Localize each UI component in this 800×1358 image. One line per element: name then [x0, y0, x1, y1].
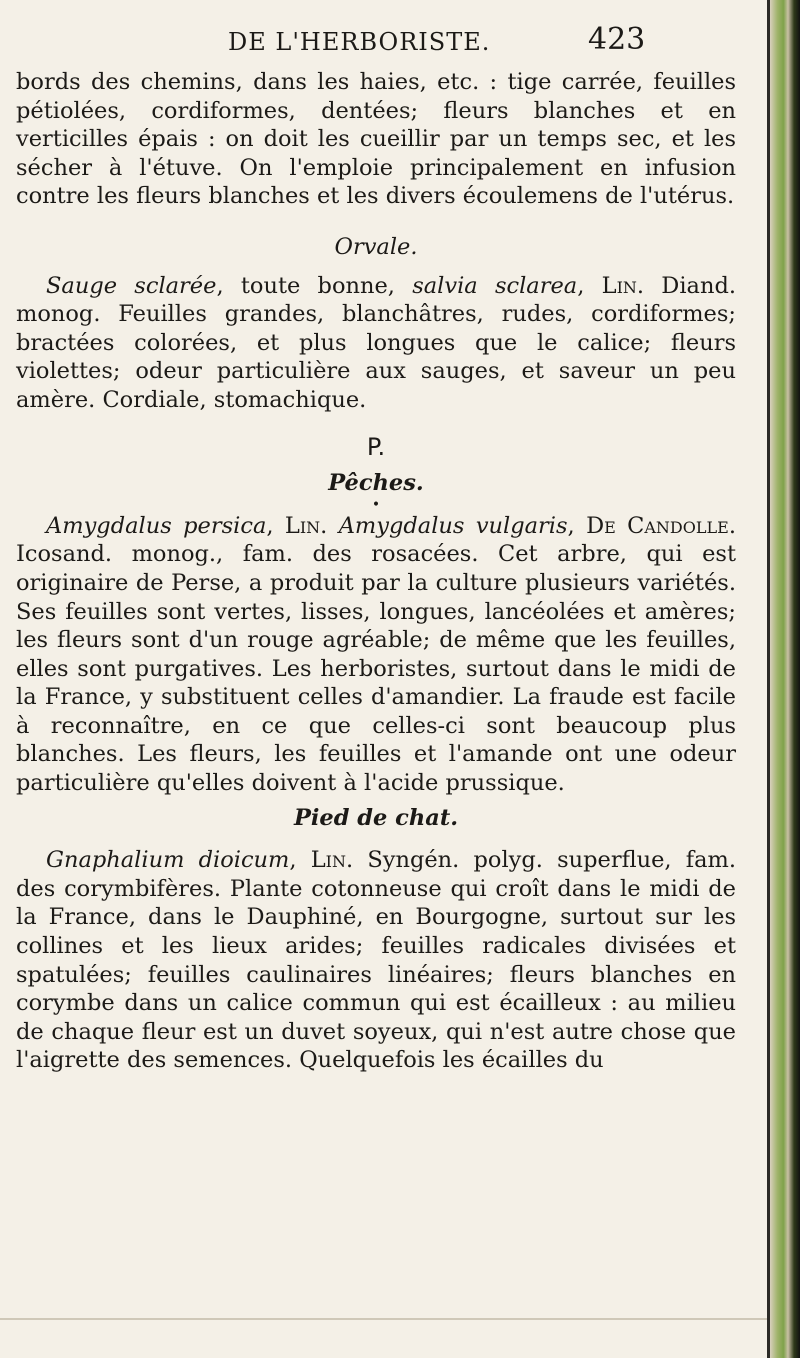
peches-text-3: ,	[567, 512, 587, 539]
pied-de-chat-authority: Lin	[310, 847, 346, 874]
entry-pied-de-chat	[16, 846, 736, 1075]
letter-heading-p: P.	[366, 432, 386, 461]
entry-title-peches: Pêches.	[328, 470, 424, 497]
peches-name-lat-2: Amygdalus vulgaris	[338, 512, 568, 539]
bullet-dot: •	[371, 496, 381, 513]
orvale-name-fr: Sauge sclarée	[46, 272, 217, 299]
pied-de-chat-name-lat: Gnaphalium dioicum	[46, 847, 290, 874]
page-header	[0, 22, 770, 62]
running-head: DE L'HERBORISTE.	[228, 28, 491, 56]
entry-peches	[16, 512, 736, 798]
peches-text-2: .	[320, 512, 339, 539]
orvale-name-lat: salvia sclarea	[412, 272, 578, 299]
orvale-description: . Diand. monog. Feuilles grandes, blanchâtres, rudes, cordiformes; bractées colorées, et plus longues que le calice; fleurs violettes; odeur particulière aux sauges, et saveur un peu amère. Cordiale, stomachique.	[16, 272, 736, 413]
peches-authority-1: Lin	[284, 512, 321, 539]
entry-orvale	[16, 272, 736, 415]
pied-de-chat-text-1: ,	[289, 847, 311, 874]
entry-title-pied-de-chat: Pied de chat.	[293, 804, 459, 831]
orvale-authority: Lin	[601, 272, 637, 299]
book-binding	[770, 0, 800, 1358]
page-number: 423	[588, 22, 646, 57]
peches-name-lat-1: Amygdalus persica	[46, 512, 267, 539]
pied-de-chat-description: . Syngén. polyg. superflue, fam. des corymbifères. Plante cotonneuse qui croît dans le midi de la France, dans le Dauphiné, en Bourgogne, surtout sur les collines et les lieux arides; feuilles radicales divisées et spatulées; feuilles caulinaires linéaires; fleurs blanches en corymbe dans un calice commun qui est écailleux : au milieu de chaque fleur est un duvet soyeux, qui n'est autre chose que l'aigrette des semences. Quelquefois les écailles du	[16, 847, 736, 1074]
opening-paragraph: bords des chemins, dans les haies, etc. : tige carrée, feuilles pétiolées, cordiformes, dentées; fleurs blanches et en verticilles épais : on doit les cueillir par un temps sec, et les sécher à l'étuve. On l'emploie principalement en infusion contre les fleurs blanches et les divers écoulemens de l'utérus.	[16, 69, 736, 210]
page-content	[16, 68, 736, 1075]
entry-title-orvale: Orvale.	[334, 233, 418, 260]
orvale-text-1: , toute bonne,	[216, 272, 413, 299]
peches-description: . Icosand. monog., fam. des rosacées. Cet arbre, qui est originaire de Perse, a produit par la culture plusieurs variétés. Ses feuilles sont vertes, lisses, longues, lancéolées et amères; les fleurs sont d'un rouge agréable; de même que les feuilles, elles sont purgatives. Les herboristes, surtout dans le midi de la France, y substituent celles d'amandier. La fraude est facile à reconnaître, en ce que celles-ci sont beaucoup plus blanches. Les fleurs, les feuilles et l'amande ont une odeur particulière qu'elles doivent à l'acide prussique.	[16, 512, 736, 797]
peches-authority-2: De Candolle	[586, 512, 729, 539]
page-bottom-edge	[0, 1318, 770, 1320]
peches-text-1: ,	[266, 512, 285, 539]
orvale-text-2: ,	[577, 272, 602, 299]
